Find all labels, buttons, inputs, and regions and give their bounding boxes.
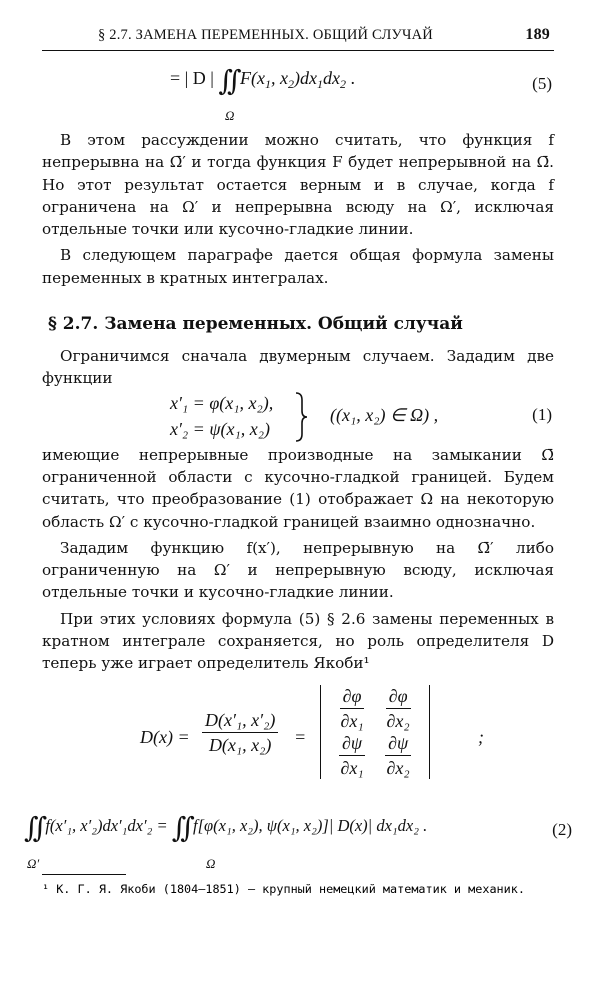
jacobian-equation: [42, 683, 554, 801]
footnote-divider: [42, 874, 126, 875]
eq1-domain: ((x₁, x₂) ∈ Ω) ,: [330, 404, 439, 425]
eq2-right: f[φ(x₁, x₂), ψ(x₁, x₂)]| D(x)| dx₁dx₂ .: [193, 815, 428, 835]
eq1-line1: x′₁ = φ(x₁, x₂),: [170, 392, 274, 413]
jacobian-fraction: $\frac{\text{D(x′₁, x′₂)}}{\text{D(x₁, x₂)}}$: [202, 709, 278, 756]
page-number: 189: [525, 26, 550, 43]
equation-number: (1): [532, 404, 552, 424]
paragraph: Зададим функцию f(x′), непрерывную на Ω̄′ либо ограниченную на Ω′ и непрерывную всюду, исключая отдельные точки и кусочно-гладкие линии.: [42, 538, 554, 602]
equation-1: [42, 390, 554, 444]
eq2-limit-right: Ω: [206, 855, 216, 871]
jacobian-lhs: D(x) =: [140, 726, 190, 747]
double-integral-sign: ∫∫: [171, 810, 189, 844]
jacobian-determinant: $\frac{\partial\varphi}{\text{∂x₁}}$ $\frac{\partial\varphi}{\text{∂x₂}}$ $\frac{\partial\psi}{\text{∂x₁}}$ $\frac{\partial\psi}{\text{∂x₂}}$: [320, 685, 430, 779]
equation-5: [42, 61, 554, 123]
paragraph: Ограничимся сначала двумерным случаем. Зададим две функции: [42, 347, 554, 388]
paragraph: В следующем параграфе дается общая формула замены переменных в кратных интегралах.: [42, 246, 554, 287]
eq2-left: f(x′₁, x′₂)dx′₁dx′₂ =: [45, 815, 168, 835]
running-title: § 2.7. ЗАМЕНА ПЕРЕМЕННЫХ. ОБЩИЙ СЛУЧАЙ: [98, 27, 433, 43]
double-integral-sign: ∫∫: [24, 810, 42, 844]
double-integral-sign: ∫∫: [218, 64, 236, 97]
running-header: [42, 24, 554, 51]
footnote: ¹ К. Г. Я. Якоби (1804–1851) – крупный немецкий математик и механик.: [42, 882, 525, 896]
eq1-line2: x′₂ = ψ(x₁, x₂): [170, 418, 270, 439]
section-heading: § 2.7. Замена переменных. Общий случай: [48, 314, 463, 335]
equation-number: (2): [552, 819, 572, 839]
equation-2: [24, 810, 572, 871]
eq5-limit: Ω: [225, 108, 235, 123]
eq5-prefix: = | D |: [170, 68, 214, 88]
eq2-limit-left: Ω′: [27, 855, 40, 871]
paragraph: При этих условиях формула (5) § 2.6 замены переменных в кратном интеграле сохраняется, но роль определителя D теперь уже играет определитель Якоби¹: [42, 609, 554, 673]
equals-sign: =: [294, 726, 307, 747]
paragraph: В этом рассуждении можно считать, что функция f непрерывна на Ω̄′ и тогда функция F будет непрерывной на Ω̄. Но этот результат остается верным и в случае, когда f ограничена на Ω′ и непрерывна всюду на Ω′, исключая отдельные точки или кусочно-гладкие линии.: [42, 131, 554, 239]
right-brace-icon: [294, 392, 308, 442]
semicolon: ;: [478, 726, 484, 747]
eq5-integrand: $F(x_1$, $x_2)dx_1dx_2$ .: [240, 68, 356, 91]
paragraph: имеющие непрерывные производные на замыкании Ω̄ ограниченной области с кусочно-гладкой границей. Будем считать, что преобразование (1) отображает Ω на некоторую область Ω′ с кусочно-гладкой границей взаимно однозначно.: [42, 445, 554, 531]
equation-number: (5): [532, 74, 552, 93]
